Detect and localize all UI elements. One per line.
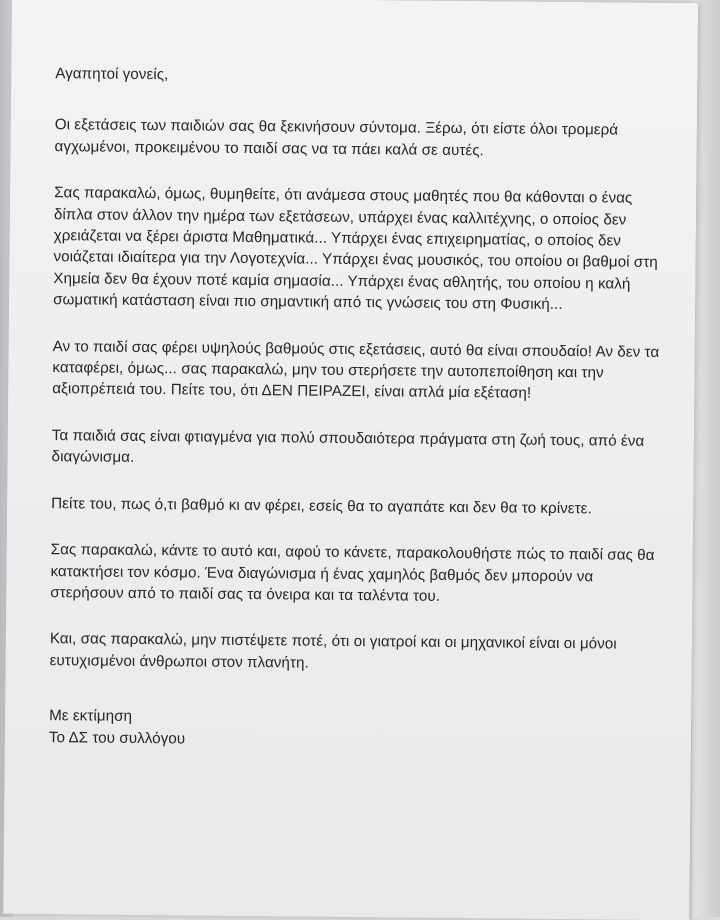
letter-paragraph-7: Και, σας παρακαλώ, μην πιστέψετε ποτέ, ότι οι γιατροί και οι μηχανικοί είναι οι μόνοι ευτυχισμένοι άνθρωποι στον πλανήτη.	[49, 630, 617, 672]
letter-signature: Το ΔΣ του συλλόγου	[48, 728, 186, 747]
letter-paragraph-2: Σας παρακαλώ, όμως, θυμηθείτε, ότι ανάμεσα στους μαθητές που θα κάθονται ο ένας δίπλα στον άλλον την ημέρα των εξετάσεων, υπάρχει ένας καλλιτέχνης, ο οποίος δεν χρειάζεται να ξέρει άριστα Μαθηματικά... Υπάρχει ένας επιχειρηματίας, ο οποίος δεν νοιάζεται ιδιαίτερα για την Λογοτεχνία... Υπάρχει ένας μουσικός, του οποίου οι βαθμοί στη Χημεία δεν θα έχουν ποτέ καμία σημασία... Υπάρχει ένας αθλητής, του οποίου η καλή σωματική κατάσταση είναι πιο σημαντική από τις γνώσεις του στη Φυσική...	[53, 184, 658, 314]
letter-signature-block	[49, 705, 661, 754]
letter-paragraph-1: Οι εξετάσεις των παιδιών σας θα ξεκινήσουν σύντομα. Ξέρω, ότι είστε όλοι τρομερά αγχωμένοι, προκειμένου το παιδί σας να τα πάει καλά σε αυτές.	[54, 116, 619, 160]
letter-body	[49, 63, 668, 754]
letter-paragraph-6: Σας παρακαλώ, κάντε το αυτό και, αφού το κάνετε, παρακολουθήστε πώς το παιδί σας θα κατακτήσει τον κόσμο. Ένα διαγώνισμα ή ένας χαμηλός βαθμός δεν μπορούν να στερήσουν από το παιδί σας τα όνειρα και τα ταλέντα του.	[50, 541, 655, 605]
letter-paragraph-4: Τα παιδιά σας είναι φτιαγμένα για πολύ σπουδαιότερα πράγματα στη ζωή τους, από ένα διαγώνισμα.	[51, 426, 645, 467]
letter-paragraph-5: Πείτε του, πως ό,τι βαθμό κι αν φέρει, εσείς θα το αγαπάτε και δεν θα το κρίνετε.	[51, 494, 592, 517]
paper-sheet	[3, 0, 698, 920]
letter-paragraph-3: Αν το παιδί σας φέρει υψηλούς βαθμούς στις εξετάσεις, αυτό θα είναι σπουδαίο! Αν δεν τα καταφέρει, όμως... σας παρακαλώ, μην του στερήσετε την αυτοπεποίθηση και την αξιοπρέπειά του. Πείτε του, ότι ΔΕΝ ΠΕΙΡΑΖΕΙ, είναι απλά μία εξέταση!	[52, 337, 660, 403]
letter-closing: Με εκτίμηση	[49, 707, 133, 726]
letter-greeting: Αγαπητοί γονείς,	[55, 65, 169, 84]
